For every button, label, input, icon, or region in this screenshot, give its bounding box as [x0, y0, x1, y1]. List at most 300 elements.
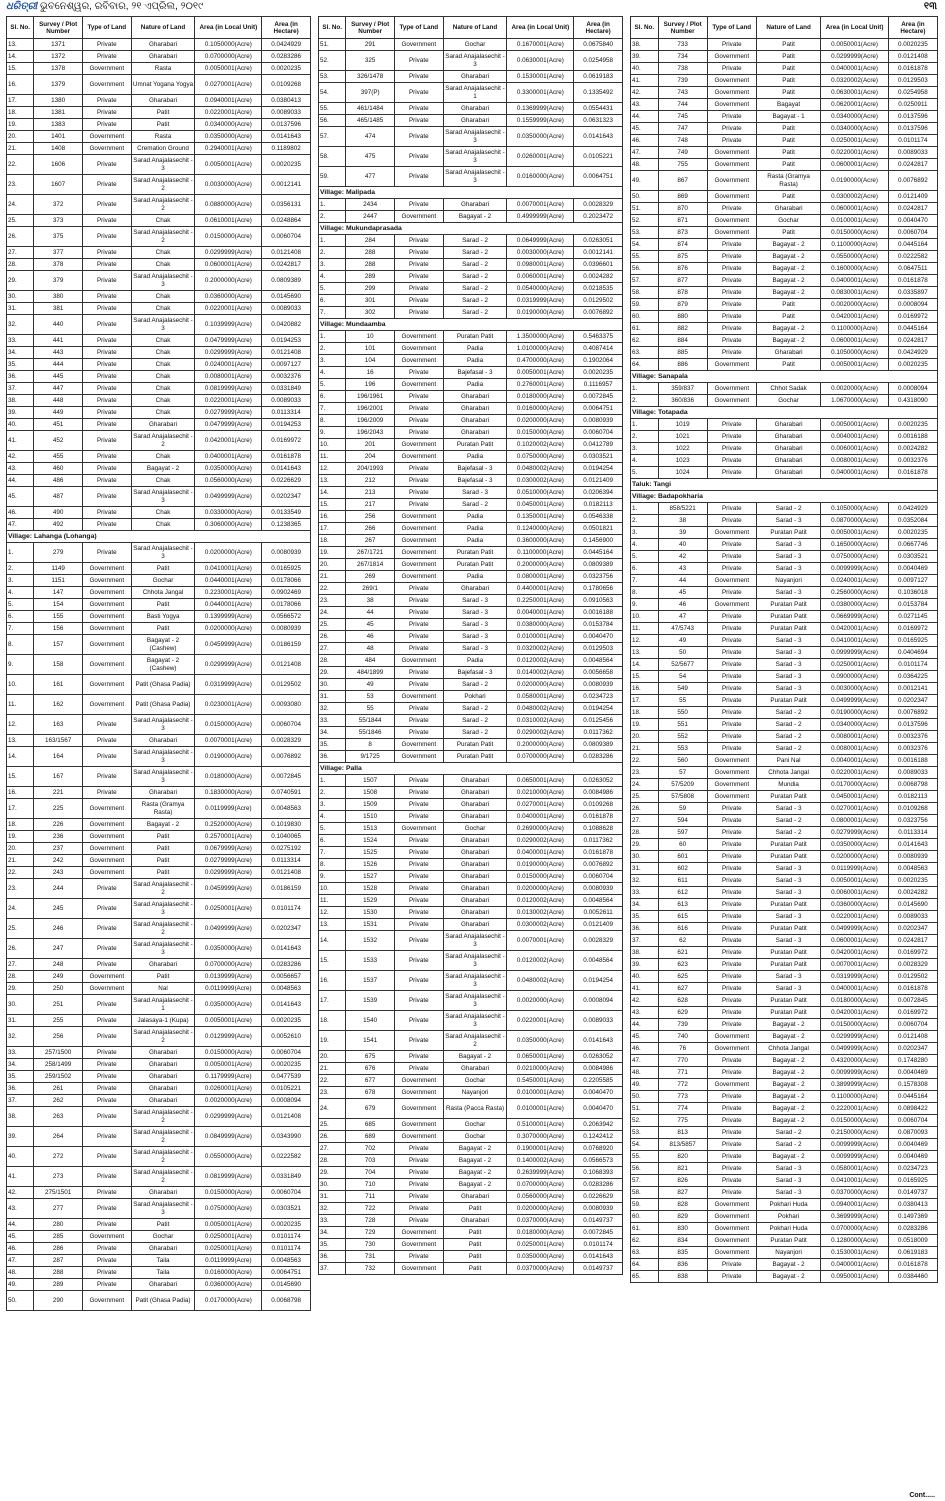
table-row — [631, 623, 938, 635]
land-nature-cell: Sarad Anajalasechit - 3 — [443, 51, 507, 71]
land-nature-cell: Gochar — [131, 1231, 195, 1243]
plot-number-cell: 1371 — [34, 39, 83, 51]
land-nature-cell: Bagayat - 2 — [756, 1067, 820, 1079]
serial-number-cell: 16. — [319, 971, 346, 991]
serial-number-cell: 17. — [319, 523, 346, 535]
area-hectare-cell: 0.0040470 — [574, 631, 623, 643]
plot-number-cell: 217 — [346, 499, 395, 511]
land-nature-cell: Bagayat - 2 — [443, 1143, 507, 1155]
area-local-cell: 0.0560000(Acre) — [195, 475, 262, 487]
table-row — [7, 899, 311, 919]
serial-number-cell: 46. — [7, 507, 34, 519]
area-local-cell: 0.1900001(Acre) — [507, 1143, 574, 1155]
table-row — [631, 767, 938, 779]
area-hectare-cell: 0.0097127 — [262, 359, 311, 371]
table-row — [319, 1143, 623, 1155]
table-row — [319, 1239, 623, 1251]
land-nature-cell: Gharabari — [443, 835, 507, 847]
serial-number-cell: 24. — [319, 1099, 346, 1119]
table-row — [631, 395, 938, 407]
area-local-cell: 0.0190000(Acre) — [821, 707, 889, 719]
serial-number-cell: 52. — [631, 1115, 659, 1127]
plot-number-cell: 613 — [658, 899, 707, 911]
land-type-cell: Private — [394, 811, 443, 823]
area-local-cell: 0.3060000(Acre) — [195, 519, 262, 531]
serial-number-cell: 4. — [319, 811, 346, 823]
area-hectare-cell: 0.0271145 — [888, 611, 937, 623]
land-type-cell: Government — [394, 1075, 443, 1087]
column-header: Nature of Land — [443, 17, 507, 39]
area-hectare-cell: 0.2205585 — [574, 1075, 623, 1087]
serial-number-cell: 3. — [631, 443, 659, 455]
plot-number-cell: 225 — [34, 799, 83, 819]
area-hectare-cell: 0.0109268 — [262, 75, 311, 95]
land-nature-cell: Sarad - 2 — [756, 827, 820, 839]
area-hectare-cell: 0.0242817 — [888, 335, 937, 347]
plot-number-cell: 251 — [34, 995, 83, 1015]
plot-number-cell: 48 — [346, 643, 395, 655]
land-nature-cell: Sarad - 2 — [443, 727, 507, 739]
table-row — [319, 631, 623, 643]
land-nature-cell: Bagayat - 2 — [756, 263, 820, 275]
serial-number-cell: 47. — [7, 519, 34, 531]
area-hectare-cell: 0.0068798 — [262, 1291, 311, 1311]
area-local-cell: 0.5100001(Acre) — [507, 1119, 574, 1131]
land-type-cell: Private — [394, 475, 443, 487]
land-nature-cell: Gharabari — [131, 1083, 195, 1095]
serial-number-cell: 43. — [7, 1199, 34, 1219]
table-row — [7, 95, 311, 107]
plot-number-cell: 728 — [346, 1215, 395, 1227]
land-nature-cell: Chak — [131, 507, 195, 519]
area-hectare-cell: 0.0020235 — [262, 1219, 311, 1231]
serial-number-cell: 50. — [631, 191, 659, 203]
land-nature-cell: Patit — [756, 311, 820, 323]
area-local-cell: 0.4320000(Acre) — [821, 1055, 889, 1067]
plot-number-cell: 9/1725 — [346, 751, 395, 763]
land-type-cell: Private — [707, 123, 756, 135]
land-type-cell: Private — [82, 879, 131, 899]
land-nature-cell: Sarad - 2 — [443, 235, 507, 247]
table-row — [319, 739, 623, 751]
column-header: Sl. No. — [319, 17, 346, 39]
plot-number-cell: 869 — [658, 191, 707, 203]
area-hectare-cell: 0.0084986 — [574, 787, 623, 799]
area-hectare-cell: 0.0356131 — [262, 195, 311, 215]
land-type-cell: Government — [82, 599, 131, 611]
land-type-cell: Private — [707, 947, 756, 959]
land-type-cell: Private — [394, 787, 443, 799]
area-hectare-cell: 0.0040469 — [888, 1151, 937, 1163]
plot-number-cell: 616 — [658, 923, 707, 935]
plot-number-cell: 722 — [346, 1203, 395, 1215]
area-hectare-cell: 0.0420882 — [262, 315, 311, 335]
serial-number-cell: 14. — [319, 487, 346, 499]
land-type-cell: Private — [82, 787, 131, 799]
land-type-cell: Private — [82, 519, 131, 531]
area-hectare-cell: 0.0809389 — [574, 739, 623, 751]
table-row — [7, 259, 311, 271]
land-type-cell: Private — [82, 119, 131, 131]
serial-number-cell: 32. — [7, 1027, 34, 1047]
area-hectare-cell: 0.1238365 — [262, 519, 311, 531]
plot-number-cell: 834 — [658, 1235, 707, 1247]
plot-number-cell: 1023 — [658, 455, 707, 467]
plot-number-cell: 1526 — [346, 859, 395, 871]
area-hectare-cell: 0.0263052 — [574, 775, 623, 787]
land-nature-cell: Chhota Jangal — [756, 767, 820, 779]
area-hectare-cell: 0.0040470 — [888, 215, 937, 227]
serial-number-cell: 9. — [7, 655, 34, 675]
serial-number-cell: 1. — [631, 383, 659, 395]
area-hectare-cell: 0.0121409 — [574, 475, 623, 487]
plot-number-cell: 1378 — [34, 63, 83, 75]
area-local-cell: 0.0230001(Acre) — [195, 695, 262, 715]
land-nature-cell: Bagayat - 1 — [756, 111, 820, 123]
table-row — [319, 835, 623, 847]
land-type-cell: Government — [82, 695, 131, 715]
table-row — [7, 1107, 311, 1127]
table-row — [631, 791, 938, 803]
area-local-cell: 0.0100001(Acre) — [821, 215, 889, 227]
plot-number-cell: 248 — [34, 959, 83, 971]
land-type-cell: Private — [707, 1067, 756, 1079]
land-nature-cell: Sarad - 3 — [756, 515, 820, 527]
land-type-cell: Government — [82, 1291, 131, 1311]
area-hectare-cell: 0.0194253 — [262, 419, 311, 431]
table-row — [7, 971, 311, 983]
area-hectare-cell: 0.0242817 — [888, 159, 937, 171]
area-local-cell: 0.0080001(Acre) — [195, 371, 262, 383]
plot-number-cell: 452 — [34, 431, 83, 451]
area-hectare-cell: 0.0137596 — [888, 111, 937, 123]
land-type-cell: Private — [707, 923, 756, 935]
serial-number-cell: 50. — [7, 1291, 34, 1311]
area-hectare-cell: 0.0254958 — [888, 87, 937, 99]
plot-number-cell: 267/1814 — [346, 559, 395, 571]
serial-number-cell: 7. — [319, 307, 346, 319]
land-nature-cell: Gharabari — [443, 583, 507, 595]
plot-number-cell: 729 — [346, 1227, 395, 1239]
area-local-cell: 0.0440001(Acre) — [195, 575, 262, 587]
area-hectare-cell: 0.0008094 — [888, 299, 937, 311]
land-type-cell: Government — [82, 75, 131, 95]
serial-number-cell: 1. — [631, 419, 659, 431]
land-type-cell: Private — [707, 803, 756, 815]
area-hectare-cell: 0.0149737 — [574, 1215, 623, 1227]
serial-number-cell: 15. — [319, 951, 346, 971]
serial-number-cell: 13. — [7, 39, 34, 51]
section-heading: Village: Badapokharia — [631, 491, 938, 503]
land-nature-cell: Sarad - 3 — [756, 587, 820, 599]
area-hectare-cell: 0.0076892 — [574, 307, 623, 319]
area-local-cell: 0.0300002(Acre) — [821, 191, 889, 203]
plot-number-cell: 552 — [658, 731, 707, 743]
area-local-cell: 0.1100000(Acre) — [507, 547, 574, 559]
table-row — [319, 1203, 623, 1215]
serial-number-cell: 19. — [7, 831, 34, 843]
area-hectare-cell: 0.0020235 — [574, 367, 623, 379]
area-hectare-cell: 0.0040469 — [888, 1067, 937, 1079]
land-nature-cell: Puratan Patit — [756, 527, 820, 539]
land-type-cell: Government — [82, 635, 131, 655]
table-row — [319, 355, 623, 367]
area-hectare-cell: 0.0910563 — [574, 595, 623, 607]
table-row — [319, 39, 623, 51]
area-local-cell: 0.0279999(Acre) — [195, 855, 262, 867]
land-nature-cell: Sarad Anajalasechit - 3 — [443, 931, 507, 951]
land-type-cell: Government — [394, 1119, 443, 1131]
plot-number-cell: 486 — [34, 475, 83, 487]
land-type-cell: Government — [707, 1235, 756, 1247]
land-nature-cell: Patit (Ghasa Padia) — [131, 675, 195, 695]
plot-number-cell: 204/1993 — [346, 463, 395, 475]
area-hectare-cell: 0.0101174 — [262, 1243, 311, 1255]
area-local-cell: 0.0299999(Acre) — [195, 247, 262, 259]
area-local-cell: 0.0540000(Acre) — [507, 283, 574, 295]
area-hectare-cell: 0.0080939 — [574, 883, 623, 895]
table-row — [631, 99, 938, 111]
area-local-cell: 0.0190000(Acre) — [507, 307, 574, 319]
area-local-cell: 0.0940001(Acre) — [195, 95, 262, 107]
plot-number-cell: 53 — [346, 691, 395, 703]
table-row — [631, 1223, 938, 1235]
land-nature-cell: Puratan Patit — [443, 559, 507, 571]
area-hectare-cell: 0.0121408 — [888, 51, 937, 63]
area-hectare-cell: 0.0008094 — [574, 991, 623, 1011]
land-nature-cell: Mundia — [756, 779, 820, 791]
land-nature-cell: Bagayat — [756, 99, 820, 111]
area-hectare-cell: 0.0020235 — [262, 1015, 311, 1027]
land-nature-cell: Patit — [131, 971, 195, 983]
serial-number-cell: 62. — [631, 335, 659, 347]
serial-number-cell: 49. — [7, 1279, 34, 1291]
land-type-cell: Government — [707, 191, 756, 203]
area-local-cell: 0.4700000(Acre) — [507, 355, 574, 367]
table-row — [631, 1103, 938, 1115]
land-type-cell: Private — [707, 203, 756, 215]
serial-number-cell: 51. — [631, 203, 659, 215]
serial-number-cell: 1. — [319, 775, 346, 787]
area-hectare-cell: 0.0121408 — [262, 247, 311, 259]
area-hectare-cell: 0.0477539 — [262, 1071, 311, 1083]
land-nature-cell: Sarad - 2 — [443, 499, 507, 511]
land-type-cell: Private — [82, 735, 131, 747]
serial-number-cell: 21. — [319, 1063, 346, 1075]
land-nature-cell: Gochar — [443, 823, 507, 835]
table-row — [631, 111, 938, 123]
serial-number-cell: 10. — [319, 883, 346, 895]
serial-number-cell: 22. — [319, 1075, 346, 1087]
plot-number-cell: 291 — [346, 39, 395, 51]
area-local-cell: 0.1100000(Acre) — [821, 239, 889, 251]
land-nature-cell: Gharabari — [443, 787, 507, 799]
table-row — [7, 983, 311, 995]
table-row — [319, 1031, 623, 1051]
table-row — [631, 123, 938, 135]
area-local-cell: 0.1179999(Acre) — [195, 1071, 262, 1083]
area-local-cell: 0.0400001(Acre) — [821, 983, 889, 995]
area-hectare-cell: 0.0424929 — [262, 39, 311, 51]
serial-number-cell: 9. — [319, 427, 346, 439]
area-local-cell: 0.0099999(Acre) — [821, 1151, 889, 1163]
land-type-cell: Government — [82, 131, 131, 143]
area-hectare-cell: 0.0137596 — [262, 119, 311, 131]
table-row — [631, 599, 938, 611]
area-local-cell: 0.0260001(Acre) — [507, 147, 574, 167]
area-hectare-cell: 0.0121408 — [262, 867, 311, 879]
plot-number-cell: 689 — [346, 1131, 395, 1143]
area-local-cell: 0.0550000(Acre) — [821, 251, 889, 263]
land-nature-cell: Gharabari — [443, 919, 507, 931]
plot-number-cell: 266 — [346, 523, 395, 535]
serial-number-cell: 39. — [7, 407, 34, 419]
land-nature-cell: Puratan Patit — [756, 899, 820, 911]
plot-number-cell: 1408 — [34, 143, 83, 155]
plot-number-cell: 858/5221 — [658, 503, 707, 515]
serial-number-cell: 26. — [319, 631, 346, 643]
land-nature-cell: Sarad Anajalasechit - 3 — [131, 271, 195, 291]
plot-number-cell: 553 — [658, 743, 707, 755]
serial-number-cell: 3. — [7, 575, 34, 587]
land-nature-cell: Sarad - 2 — [443, 295, 507, 307]
area-local-cell: 0.0150000(Acre) — [195, 227, 262, 247]
land-nature-cell: Sarad - 3 — [756, 935, 820, 947]
land-nature-cell: Bajefasal - 3 — [443, 475, 507, 487]
area-hectare-cell: 0.0117362 — [574, 727, 623, 739]
land-nature-cell: Bagayat - 2 (Cashew) — [131, 635, 195, 655]
land-type-cell: Government — [82, 831, 131, 843]
land-type-cell: Government — [82, 1231, 131, 1243]
area-hectare-cell: 0.0194253 — [262, 335, 311, 347]
plot-number-cell: 775 — [658, 1115, 707, 1127]
table-row — [7, 1127, 311, 1147]
area-local-cell: 0.0050001(Acre) — [507, 367, 574, 379]
area-local-cell: 0.0240001(Acre) — [195, 359, 262, 371]
area-hectare-cell: 0.0234723 — [888, 1163, 937, 1175]
table-row — [319, 331, 623, 343]
serial-number-cell: 23. — [319, 1087, 346, 1099]
land-nature-cell: Padia — [443, 655, 507, 667]
serial-number-cell: 54. — [631, 1139, 659, 1151]
area-local-cell: 0.1100000(Acre) — [821, 323, 889, 335]
table-row — [631, 51, 938, 63]
land-type-cell: Private — [82, 767, 131, 787]
land-nature-cell: Sarad - 3 — [443, 487, 507, 499]
table-row — [319, 655, 623, 667]
area-local-cell: 0.0020000(Acre) — [195, 1095, 262, 1107]
area-hectare-cell: 0.1068393 — [574, 1167, 623, 1179]
column-header: Nature of Land — [131, 17, 195, 39]
plot-number-cell: 212 — [346, 475, 395, 487]
table-row — [631, 347, 938, 359]
table-row — [631, 899, 938, 911]
plot-number-cell: 703 — [346, 1155, 395, 1167]
area-hectare-cell: 0.0076892 — [262, 747, 311, 767]
area-hectare-cell: 0.0396601 — [574, 259, 623, 271]
land-type-cell: Private — [82, 1127, 131, 1147]
land-nature-cell: Sarad Anajalasechit - 2 — [131, 195, 195, 215]
table-row — [319, 859, 623, 871]
land-nature-cell: Gharabari — [131, 51, 195, 63]
section-heading: Village: Mukundaprasada — [319, 223, 623, 235]
plot-number-cell: 827 — [658, 1187, 707, 1199]
land-nature-cell: Sarad - 3 — [756, 863, 820, 875]
plot-number-cell: 59 — [658, 803, 707, 815]
plot-number-cell: 288 — [346, 259, 395, 271]
serial-number-cell: 38. — [631, 39, 659, 51]
area-local-cell: 0.0040001(Acre) — [821, 431, 889, 443]
land-type-cell: Private — [707, 959, 756, 971]
table-row — [7, 1187, 311, 1199]
plot-number-cell: 597 — [658, 827, 707, 839]
serial-number-cell: 5. — [631, 467, 659, 479]
land-nature-cell: Patit — [131, 843, 195, 855]
serial-number-cell: 26. — [7, 939, 34, 959]
table-row — [631, 1235, 938, 1247]
serial-number-cell: 41. — [7, 1167, 34, 1187]
land-type-cell: Private — [394, 1251, 443, 1263]
table-row — [319, 703, 623, 715]
land-type-cell: Private — [394, 391, 443, 403]
plot-number-cell: 755 — [658, 159, 707, 171]
table-row — [319, 499, 623, 511]
serial-number-cell: 32. — [631, 875, 659, 887]
land-type-cell: Private — [707, 1007, 756, 1019]
area-local-cell: 0.0180000(Acre) — [507, 391, 574, 403]
table-row — [7, 1255, 311, 1267]
land-nature-cell: Pokhari — [756, 1211, 820, 1223]
area-hectare-cell: 0.0141643 — [574, 1251, 623, 1263]
area-local-cell: 0.0250001(Acre) — [195, 1243, 262, 1255]
table-row — [7, 335, 311, 347]
land-type-cell: Private — [394, 971, 443, 991]
plot-number-cell: 43 — [658, 563, 707, 575]
plot-number-cell: 821 — [658, 1163, 707, 1175]
land-type-cell: Private — [707, 335, 756, 347]
land-type-cell: Government — [82, 983, 131, 995]
plot-number-cell: 269 — [346, 571, 395, 583]
area-hectare-cell: 0.0068798 — [888, 779, 937, 791]
land-nature-cell: Patit — [756, 147, 820, 159]
area-local-cell: 0.1050000(Acre) — [195, 39, 262, 51]
land-nature-cell: Sarad Anajalasechit - 2 — [131, 431, 195, 451]
area-local-cell: 0.0200000(Acre) — [195, 543, 262, 563]
area-local-cell: 0.0459999(Acre) — [195, 635, 262, 655]
section-heading-row — [631, 479, 938, 491]
land-nature-cell: Sarad Anajalasechit - 3 — [443, 147, 507, 167]
land-type-cell: Private — [394, 931, 443, 951]
serial-number-cell: 53. — [319, 71, 346, 83]
area-hectare-cell: 0.0060704 — [262, 1047, 311, 1059]
plot-number-cell: 289 — [34, 1279, 83, 1291]
land-nature-cell: Rasta (Gramya Rasta) — [756, 171, 820, 191]
area-hectare-cell: 0.0242817 — [888, 935, 937, 947]
land-type-cell: Private — [707, 135, 756, 147]
table-row — [7, 119, 311, 131]
serial-number-cell: 25. — [319, 619, 346, 631]
table-row — [7, 1071, 311, 1083]
land-nature-cell: Gharabari — [443, 775, 507, 787]
plot-number-cell: 773 — [658, 1091, 707, 1103]
land-type-cell: Government — [82, 819, 131, 831]
area-local-cell: 0.0160000(Acre) — [507, 403, 574, 415]
plot-number-cell: 440 — [34, 315, 83, 335]
serial-number-cell: 6. — [319, 391, 346, 403]
table-row — [7, 1047, 311, 1059]
serial-number-cell: 45. — [7, 487, 34, 507]
plot-number-cell: 10 — [346, 331, 395, 343]
